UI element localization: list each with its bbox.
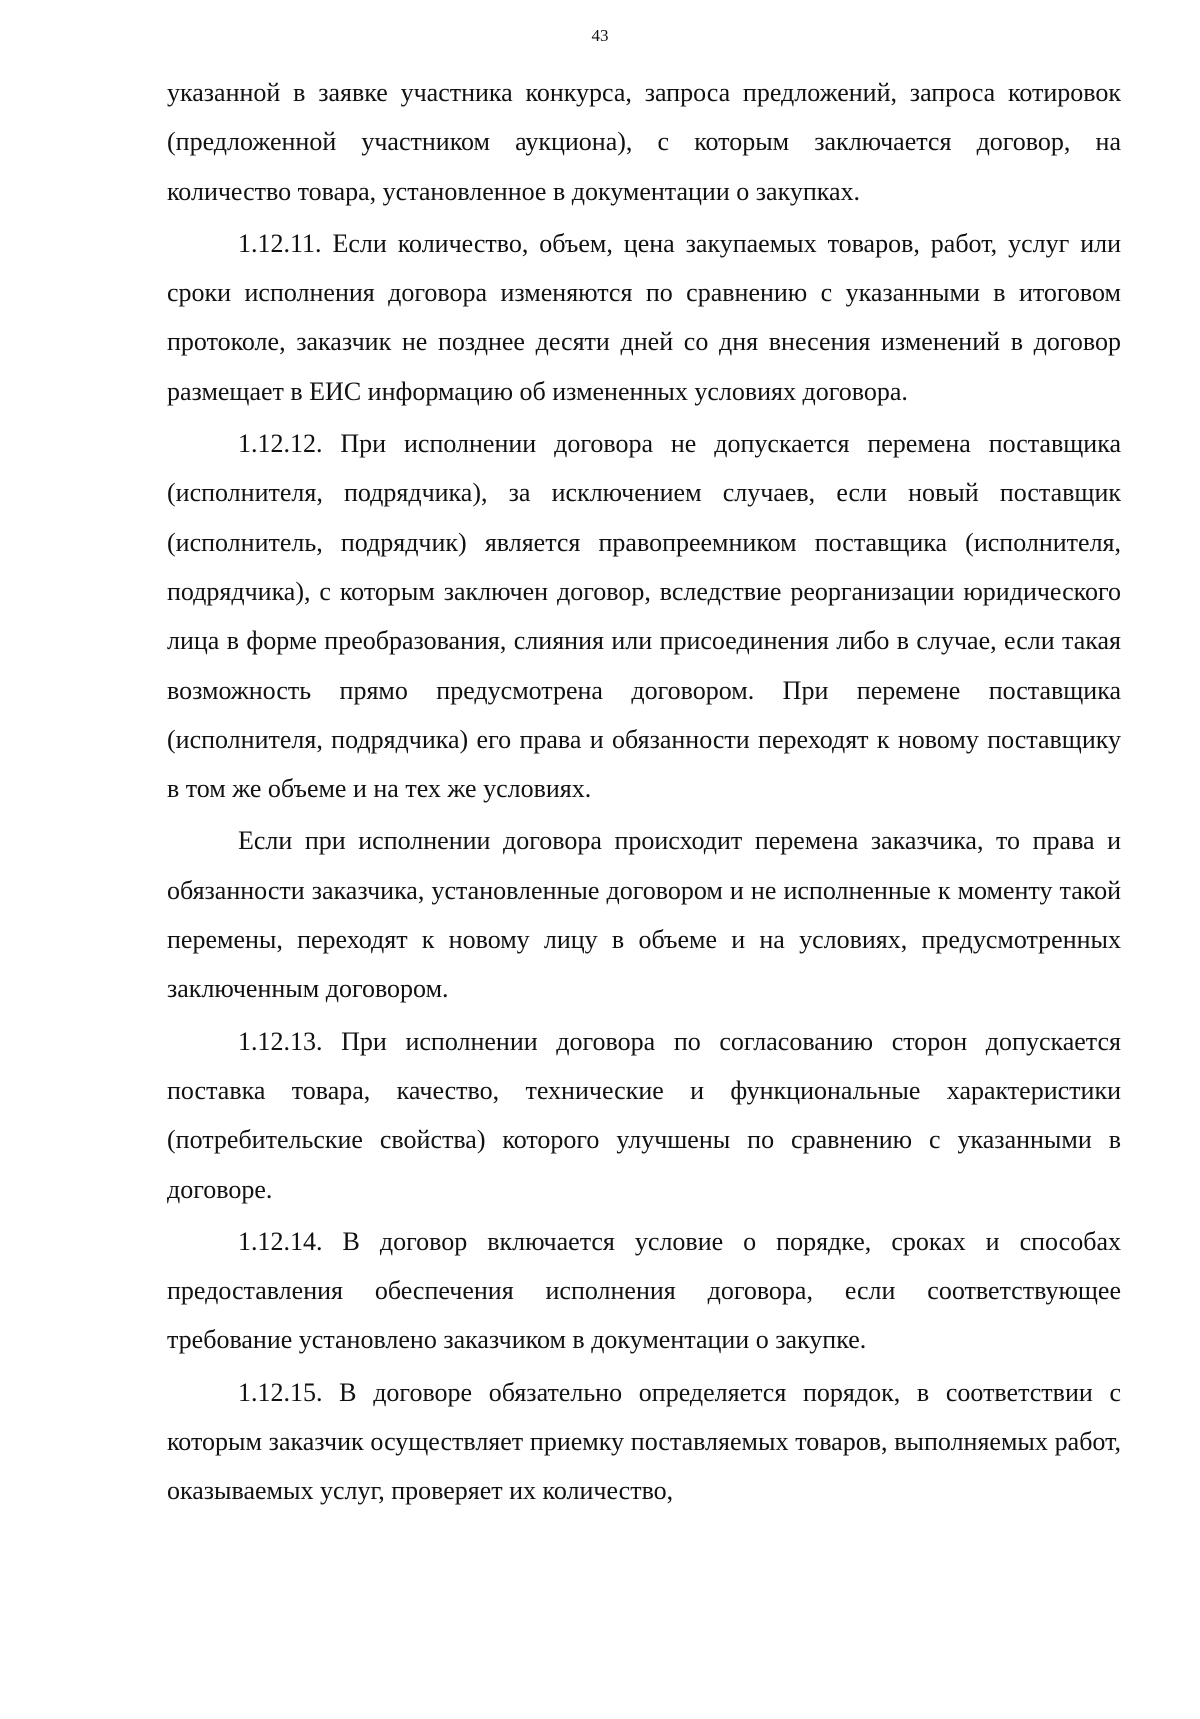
paragraph-customer-change: Если при исполнении договора происходит перемена заказчика, то права и обязанности заказчика, установленные договором и не исполненные к моменту такой перемены, переходят к новому лицу в объеме и на условиях, предусмотренных заключенным договором. <box>167 826 1121 1004</box>
paragraph-1-12-13: 1.12.13. При исполнении договора по согласованию сторон допускается поставка товара, качество, технические и функциональные характеристики (потребительские свойства) которого улучшены по сравнению с указанными в договоре. <box>167 1026 1121 1204</box>
paragraph-1-12-15: 1.12.15. В договоре обязательно определяется порядок, в соответствии с которым заказчик осуществляет приемку поставляемых товаров, выполняемых работ, оказываемых услуг, проверяет их количество, <box>167 1377 1121 1506</box>
body-text <box>167 68 1121 1516</box>
paragraph-1-12-12: 1.12.12. При исполнении договора не допускается перемена поставщика (исполнителя, подрядчика), за исключением случаев, если новый поставщик (исполнитель, подрядчик) является правопреемником поставщика (исполнителя, подрядчика), с которым заключен договор, вследствие реорганизации юридического лица в форме преобразования, слияния или присоединения либо в случае, если такая возможность прямо предусмотрена договором. При перемене поставщика (исполнителя, подрядчика) его права и обязанности переходят к новому поставщику в том же объеме и на тех же условиях. <box>167 429 1121 804</box>
paragraph-1-12-11: 1.12.11. Если количество, объем, цена закупаемых товаров, работ, услуг или сроки исполнения договора изменяются по сравнению с указанными в итоговом протоколе, заказчик не позднее десяти дней со дня внесения изменений в договор размещает в ЕИС информацию об измененных условиях договора. <box>167 228 1121 406</box>
paragraph-continuation: указанной в заявке участника конкурса, запроса предложений, запроса котировок (предложенной участником аукциона), с которым заключается договор, на количество товара, установленное в документации о закупках. <box>167 78 1121 206</box>
page-number: 43 <box>591 26 609 45</box>
paragraph-1-12-14: 1.12.14. В договор включается условие о порядке, сроках и способах предоставления обеспечения исполнения договора, если соответствующее требование установлено заказчиком в документации о закупке. <box>167 1226 1121 1355</box>
